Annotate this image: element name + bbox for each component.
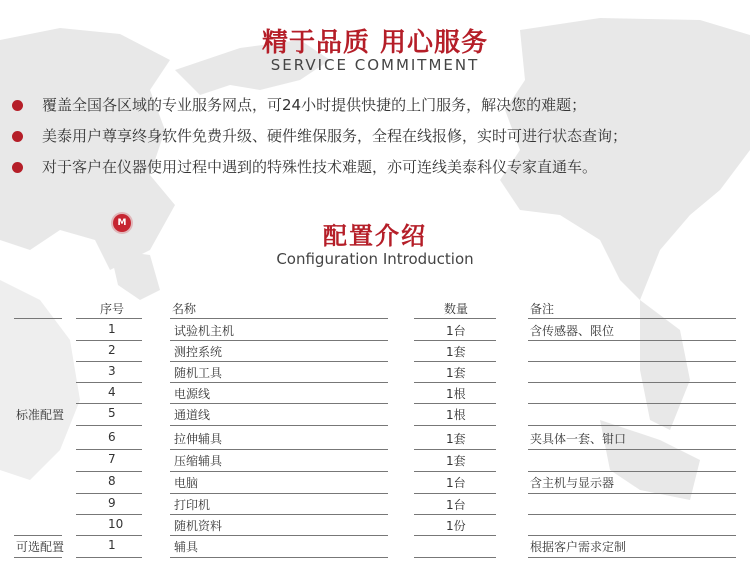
table-rule <box>414 318 496 319</box>
bullet-dot-icon <box>12 162 23 173</box>
table-rule <box>76 425 142 426</box>
column-header-name: 名称 <box>172 302 197 316</box>
table-rule <box>414 471 496 472</box>
cell-name: 通道线 <box>174 408 211 422</box>
table-rule <box>528 493 736 494</box>
cell-no: 1 <box>108 538 116 552</box>
table-rule <box>528 557 736 558</box>
cell-qty: 1台 <box>446 476 466 490</box>
cell-no: 5 <box>108 406 116 420</box>
cell-qty: 1套 <box>446 432 466 446</box>
list-item <box>12 152 748 183</box>
table-rule <box>414 535 496 536</box>
table-rule <box>170 449 388 450</box>
cell-name: 电脑 <box>174 476 199 490</box>
table-rule <box>170 318 388 319</box>
table-rule <box>414 382 496 383</box>
cell-no: 6 <box>108 430 116 444</box>
table-rule <box>170 382 388 383</box>
cell-no: 10 <box>108 517 124 531</box>
table-rule <box>528 340 736 341</box>
table-rule <box>414 340 496 341</box>
table-rule <box>170 535 388 536</box>
cell-qty: 1套 <box>446 454 466 468</box>
table-rule <box>76 449 142 450</box>
cell-name: 电源线 <box>174 387 211 401</box>
cell-qty: 1台 <box>446 498 466 512</box>
commitment-text: 对于客户在仪器使用过程中遇到的特殊性技术难题，亦可连线美泰科仪专家直通车。 <box>42 158 598 176</box>
table-rule <box>414 449 496 450</box>
table-rule <box>414 361 496 362</box>
page-title: 精于品质 用心服务 <box>261 28 489 58</box>
cell-no: 9 <box>108 496 116 510</box>
table-rule <box>76 318 142 319</box>
table-rule <box>76 382 142 383</box>
cell-qty: 1套 <box>446 366 466 380</box>
table-rule <box>170 514 388 515</box>
cell-no: 7 <box>108 452 116 466</box>
cell-qty: 1份 <box>446 519 466 533</box>
table-rule <box>76 514 142 515</box>
cell-note: 含主机与显示器 <box>530 476 615 490</box>
cell-note: 夹具体一套、钳口 <box>530 432 627 446</box>
section-title: 配置介绍 <box>323 222 427 250</box>
table-rule <box>170 493 388 494</box>
table-rule <box>414 557 496 558</box>
cell-note: 根据客户需求定制 <box>530 540 627 554</box>
section-subtitle: Configuration Introduction <box>276 250 474 268</box>
bullet-dot-icon <box>12 100 23 111</box>
table-rule <box>76 493 142 494</box>
cell-no: 4 <box>108 385 116 399</box>
column-header-note: 备注 <box>530 302 555 316</box>
table-rule <box>528 361 736 362</box>
table-rule <box>170 340 388 341</box>
table-rule <box>170 471 388 472</box>
column-header-no: 序号 <box>100 302 125 316</box>
page-subtitle: SERVICE COMMITMENT <box>270 56 480 74</box>
cell-name: 随机资料 <box>174 519 223 533</box>
column-header-qty: 数量 <box>444 302 469 316</box>
commitment-list <box>12 90 748 183</box>
cell-qty: 1台 <box>446 324 466 338</box>
cell-name: 随机工具 <box>174 366 223 380</box>
table-rule <box>414 403 496 404</box>
cell-name: 辅具 <box>174 540 199 554</box>
table-rule <box>528 318 736 319</box>
cell-no: 2 <box>108 343 116 357</box>
table-rule <box>528 382 736 383</box>
group-label: 可选配置 <box>16 540 65 554</box>
cell-qty: 1根 <box>446 408 466 422</box>
table-rule <box>14 557 62 558</box>
table-rule <box>76 557 142 558</box>
cell-name: 试验机主机 <box>174 324 235 338</box>
table-rule <box>528 403 736 404</box>
cell-name: 测控系统 <box>174 345 223 359</box>
table-rule <box>170 403 388 404</box>
table-rule <box>14 318 62 319</box>
cell-no: 8 <box>108 474 116 488</box>
cell-name: 打印机 <box>174 498 211 512</box>
cell-qty: 1套 <box>446 345 466 359</box>
cell-no: 1 <box>108 322 116 336</box>
commitment-text: 覆盖全国各区域的专业服务网点，可24小时提供快捷的上门服务，解决您的难题； <box>42 96 587 114</box>
list-item <box>12 90 748 121</box>
table-rule <box>528 425 736 426</box>
table-rule <box>170 425 388 426</box>
table-rule <box>528 449 736 450</box>
list-item <box>12 121 748 152</box>
cell-name: 拉伸辅具 <box>174 432 223 446</box>
table-rule <box>414 425 496 426</box>
cell-no: 3 <box>108 364 116 378</box>
cell-note: 含传感器、限位 <box>530 324 615 338</box>
table-rule <box>528 535 736 536</box>
table-rule <box>76 471 142 472</box>
table-rule <box>414 514 496 515</box>
table-rule <box>76 403 142 404</box>
bullet-dot-icon <box>12 131 23 142</box>
cell-name: 压缩辅具 <box>174 454 223 468</box>
cell-qty: 1根 <box>446 387 466 401</box>
table-rule <box>170 361 388 362</box>
group-label: 标准配置 <box>16 408 65 422</box>
table-rule <box>170 557 388 558</box>
table-rule <box>528 514 736 515</box>
commitment-text: 美泰用户尊享终身软件免费升级、硬件维保服务，全程在线报修，实时可进行状态查询； <box>42 127 628 145</box>
table-rule <box>76 535 142 536</box>
table-rule <box>76 361 142 362</box>
table-rule <box>414 493 496 494</box>
table-rule <box>528 471 736 472</box>
table-rule <box>14 535 62 536</box>
table-rule <box>76 340 142 341</box>
location-pin-icon: M <box>113 214 131 232</box>
